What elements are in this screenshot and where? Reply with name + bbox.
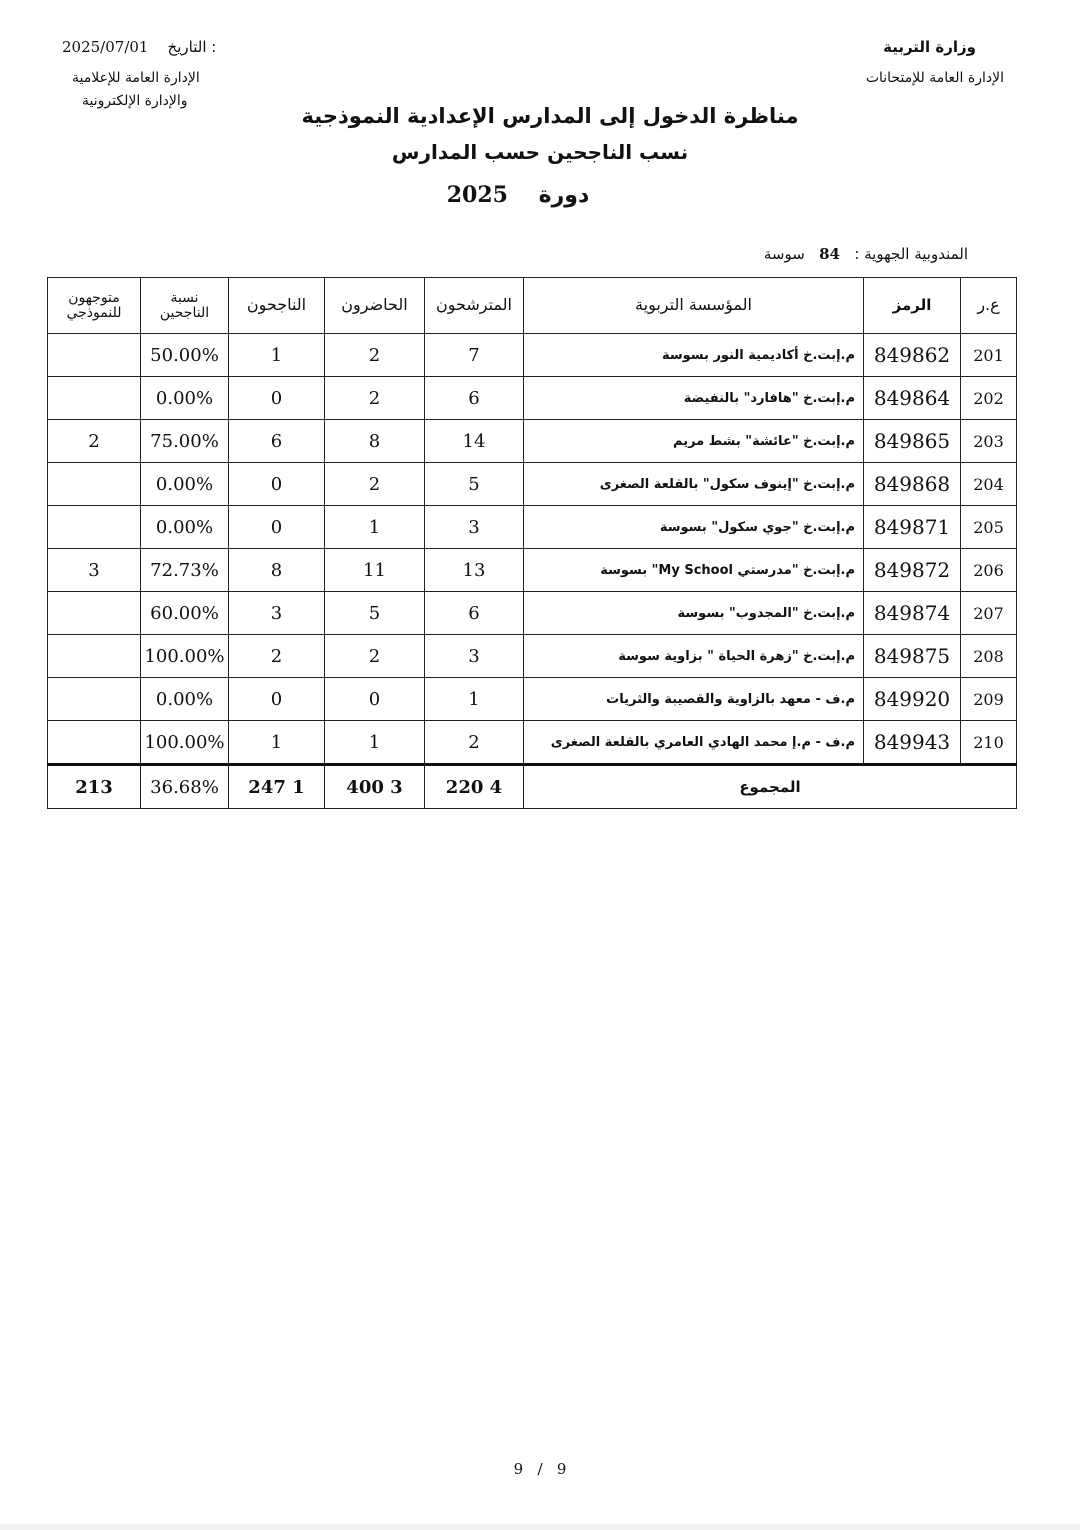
row-index: 202: [961, 377, 1017, 420]
page-number: [0, 1460, 1080, 1478]
row-pass-rate: 50.00%: [141, 334, 229, 377]
header-oriented: [48, 278, 141, 334]
row-present: 1: [325, 721, 425, 765]
row-pass-rate: 75.00%: [141, 420, 229, 463]
row-candidates: 13: [425, 549, 524, 592]
row-oriented: [48, 377, 141, 420]
row-oriented: [48, 506, 141, 549]
row-candidates: 2: [425, 721, 524, 765]
row-present: 5: [325, 592, 425, 635]
row-code: 849920: [864, 678, 961, 721]
total-row: [48, 765, 1017, 809]
row-passed: 6: [229, 420, 325, 463]
row-candidates: 3: [425, 506, 524, 549]
row-present: 2: [325, 635, 425, 678]
row-institution: م.إبت.خ "مدرستي My School" بسوسة: [524, 549, 864, 592]
table-row: [48, 506, 1017, 549]
row-passed: 0: [229, 506, 325, 549]
media-department-line2: والإدارة الإلكترونية: [82, 93, 188, 109]
table-row: [48, 678, 1017, 721]
row-index: 203: [961, 420, 1017, 463]
date-value: 2025/07/01: [62, 38, 149, 56]
session-title: [0, 182, 1036, 208]
header-pass-rate: [141, 278, 229, 334]
row-code: 849874: [864, 592, 961, 635]
total-candidates: 4 220: [425, 765, 524, 809]
table-row: [48, 420, 1017, 463]
row-candidates: 1: [425, 678, 524, 721]
row-oriented: 3: [48, 549, 141, 592]
row-pass-rate: 0.00%: [141, 463, 229, 506]
exam-department: الإدارة العامة للإمتحانات: [865, 70, 1004, 86]
row-present: 2: [325, 334, 425, 377]
row-institution: م.إبت.خ "جوي سكول" بسوسة: [524, 506, 864, 549]
date-label: التاريخ :: [167, 38, 217, 56]
row-passed: 0: [229, 678, 325, 721]
table-row: [48, 463, 1017, 506]
header-oriented-line1: متوجهون: [68, 289, 120, 306]
row-institution: م.إبت.خ "زهرة الحياة " بزاوية سوسة: [524, 635, 864, 678]
row-pass-rate: 72.73%: [141, 549, 229, 592]
row-index: 205: [961, 506, 1017, 549]
total-label: المجموع: [524, 765, 1017, 809]
total-pass-rate: 36.68%: [141, 765, 229, 809]
row-present: 8: [325, 420, 425, 463]
row-institution: م.إبت.خ "إينوف سكول" بالقلعة الصغرى: [524, 463, 864, 506]
row-oriented: [48, 592, 141, 635]
table-row: [48, 635, 1017, 678]
row-code: 849943: [864, 721, 961, 765]
row-index: 210: [961, 721, 1017, 765]
page-current: 9: [556, 1460, 567, 1478]
region-name: سوسة: [763, 245, 805, 263]
total-present: 3 400: [325, 765, 425, 809]
row-candidates: 3: [425, 635, 524, 678]
row-candidates: 7: [425, 334, 524, 377]
row-passed: 2: [229, 635, 325, 678]
table-row: [48, 377, 1017, 420]
row-institution: م.إبت.خ "عائشة" بشط مريم: [524, 420, 864, 463]
header-passed: الناجحون: [229, 278, 325, 334]
row-code: 849875: [864, 635, 961, 678]
row-pass-rate: 0.00%: [141, 506, 229, 549]
row-pass-rate: 100.00%: [141, 721, 229, 765]
row-code: 849868: [864, 463, 961, 506]
row-passed: 1: [229, 334, 325, 377]
region-line: [764, 245, 968, 263]
header-pass-rate-line1: نسبة: [170, 289, 199, 306]
row-code: 849862: [864, 334, 961, 377]
table-row: [48, 549, 1017, 592]
row-passed: 3: [229, 592, 325, 635]
row-pass-rate: 0.00%: [141, 377, 229, 420]
row-passed: 8: [229, 549, 325, 592]
row-present: 2: [325, 377, 425, 420]
row-code: 849864: [864, 377, 961, 420]
row-code: 849865: [864, 420, 961, 463]
row-passed: 1: [229, 721, 325, 765]
header-candidates: المترشحون: [425, 278, 524, 334]
row-present: 1: [325, 506, 425, 549]
row-code: 849871: [864, 506, 961, 549]
row-pass-rate: 60.00%: [141, 592, 229, 635]
row-passed: 0: [229, 377, 325, 420]
region-label: المندوبية الجهوية :: [854, 245, 968, 263]
page-title: مناظرة الدخول إلى المدارس الإعدادية النموذجية: [301, 104, 799, 128]
session-label: دورة: [538, 183, 590, 208]
row-index: 201: [961, 334, 1017, 377]
header-pass-rate-line2: الناجحين: [159, 304, 210, 321]
row-index: 204: [961, 463, 1017, 506]
row-candidates: 14: [425, 420, 524, 463]
total-passed: 1 247: [229, 765, 325, 809]
row-institution: م.ف - م.إ محمد الهادي العامري بالقلعة الصغرى: [524, 721, 864, 765]
session-year: 2025: [446, 182, 508, 208]
row-candidates: 6: [425, 592, 524, 635]
header-institution: المؤسسة التربوية: [524, 278, 864, 334]
row-present: 11: [325, 549, 425, 592]
row-oriented: [48, 463, 141, 506]
table-row: [48, 592, 1017, 635]
table-row: [48, 721, 1017, 765]
ministry-name: وزارة التربية: [883, 38, 976, 56]
row-oriented: [48, 334, 141, 377]
row-institution: م.إبت.خ أكاديمية النور بسوسة: [524, 334, 864, 377]
date-block: [62, 38, 216, 56]
row-candidates: 5: [425, 463, 524, 506]
row-index: 207: [961, 592, 1017, 635]
row-passed: 0: [229, 463, 325, 506]
row-index: 208: [961, 635, 1017, 678]
row-oriented: [48, 678, 141, 721]
row-oriented: 2: [48, 420, 141, 463]
page-total: 9: [513, 1460, 524, 1478]
page-subtitle: نسب الناجحين حسب المدارس: [391, 140, 689, 164]
row-index: 206: [961, 549, 1017, 592]
row-institution: م.إبت.خ "المجدوب" بسوسة: [524, 592, 864, 635]
row-institution: م.ف - معهد بالزاوية والقصيبة والثريات: [524, 678, 864, 721]
row-candidates: 6: [425, 377, 524, 420]
media-department-line1: الإدارة العامة للإعلامية: [72, 70, 200, 86]
row-code: 849872: [864, 549, 961, 592]
row-oriented: [48, 721, 141, 765]
row-institution: م.إبت.خ "هافارد" بالنفيضة: [524, 377, 864, 420]
table-header-row: [48, 278, 1017, 334]
total-oriented: 213: [48, 765, 141, 809]
row-present: 0: [325, 678, 425, 721]
row-present: 2: [325, 463, 425, 506]
row-index: 209: [961, 678, 1017, 721]
header-code: الرمز: [864, 278, 961, 334]
region-code: 84: [819, 245, 840, 263]
row-oriented: [48, 635, 141, 678]
row-pass-rate: 0.00%: [141, 678, 229, 721]
page-separator: /: [537, 1460, 543, 1478]
header-index: ع.ر: [961, 278, 1017, 334]
header-present: الحاضرون: [325, 278, 425, 334]
page-bottom-edge: [0, 1524, 1080, 1530]
row-pass-rate: 100.00%: [141, 635, 229, 678]
results-table: [47, 277, 1017, 809]
header-oriented-line2: للنموذجي: [66, 304, 122, 321]
table-row: [48, 334, 1017, 377]
